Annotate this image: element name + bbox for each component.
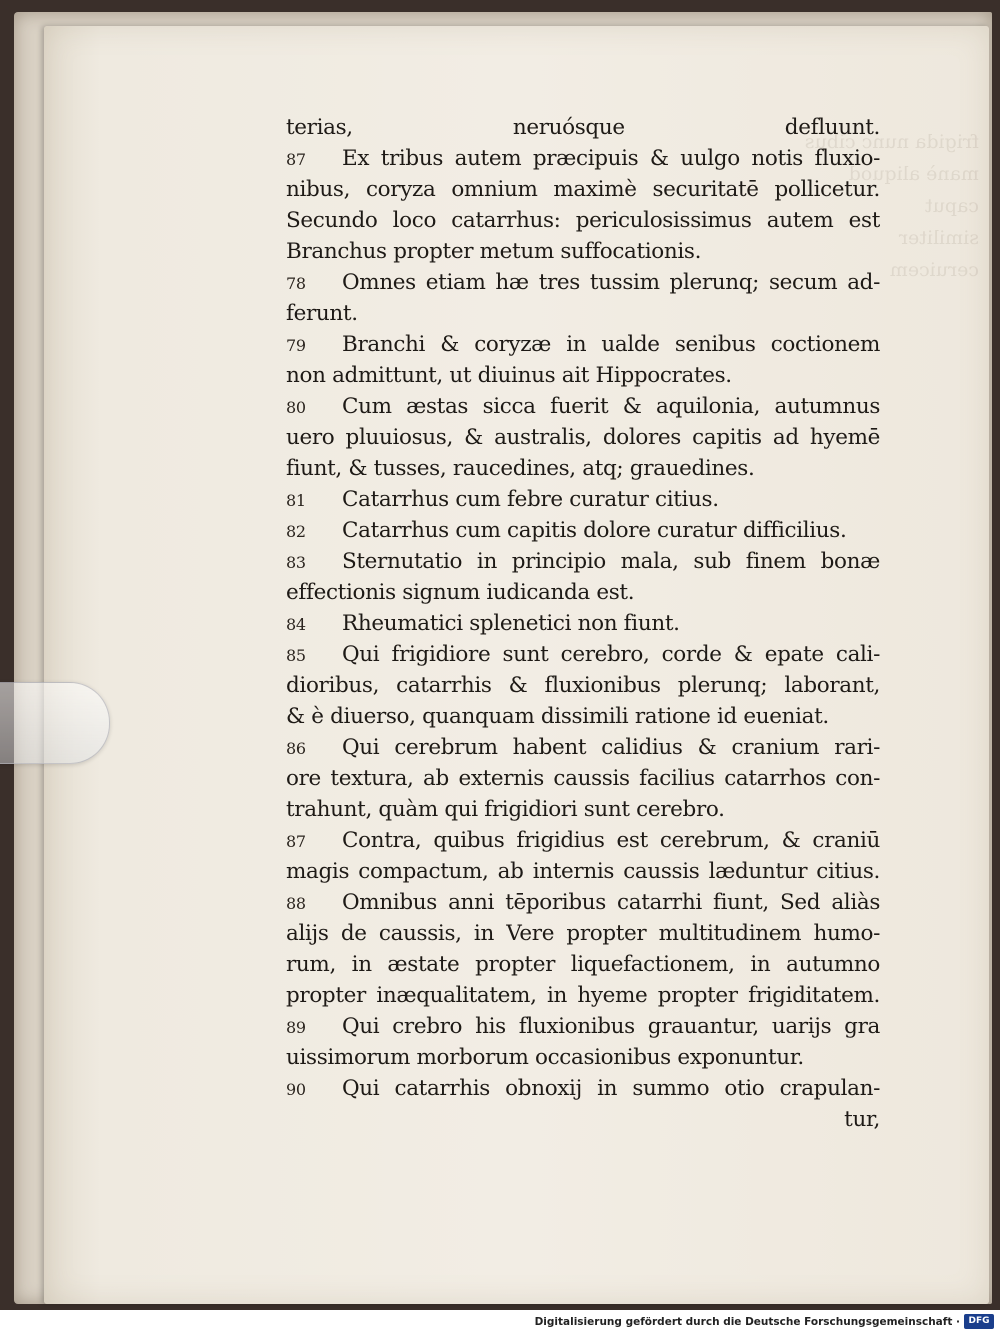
- line-number: 80: [286, 398, 306, 417]
- text-line: 82 Catarrhus cum capitis dolore curatur difficilius.: [286, 515, 880, 546]
- bleed-through-text: frigida nunc cibus manè aliquod caput similiter ceruicem: [804, 131, 979, 281]
- line-number: 88: [286, 894, 306, 913]
- text-line: ore textura, ab externis caussis facilius catarrhos con-: [286, 766, 880, 791]
- text-line: 90 Qui catarrhis obnoxij in summo otio crapulan-: [286, 1073, 880, 1104]
- catchword: tur,: [844, 1107, 880, 1132]
- text-line: uero pluuiosus, & australis, dolores capitis ad hyemē: [286, 425, 880, 450]
- line-number: 89: [286, 1018, 306, 1037]
- text-line: fiunt, & tusses, raucedines, atq; grauedines.: [286, 456, 755, 481]
- text-line: uissimorum morborum occasionibus exponuntur.: [286, 1045, 804, 1070]
- line-number: 78: [286, 274, 306, 293]
- text-line: 88 Omnibus anni tēporibus catarrhi fiunt, Sed aliàs: [286, 887, 880, 918]
- text-line: terias, neruósque defluunt.: [286, 115, 880, 140]
- line-number: 84: [286, 615, 306, 634]
- text-line: 79 Branchi & coryzæ in ualde senibus coctionem: [286, 329, 880, 360]
- text-line: 84 Rheumatici splenetici non fiunt.: [286, 608, 880, 639]
- text-line: alijs de caussis, in Vere propter multitudinem humo-: [286, 921, 880, 946]
- line-number: 81: [286, 491, 306, 510]
- text-line: propter inæqualitatem, in hyeme propter frigiditatem.: [286, 983, 880, 1008]
- page-text-block: [286, 112, 880, 1135]
- line-number: 90: [286, 1080, 306, 1099]
- text-line: Secundo loco catarrhus: periculosissimus autem est: [286, 208, 880, 233]
- line-number: 87: [286, 150, 306, 169]
- text-line: rum, in æstate propter liquefactionem, in autumno: [286, 952, 880, 977]
- text-line: 86 Qui cerebrum habent calidius & cranium rari-: [286, 732, 880, 763]
- line-number: 83: [286, 553, 306, 572]
- text-line: 83 Sternutatio in principio mala, sub finem bonæ: [286, 546, 880, 577]
- text-line: & è diuerso, quanquam dissimili ratione id eueniat.: [286, 704, 829, 729]
- text-line: 85 Qui frigidiore sunt cerebro, corde & epate cali-: [286, 639, 880, 670]
- text-line: 89 Qui crebro his fluxionibus grauantur, uarijs gra: [286, 1011, 880, 1042]
- text-line: 87 Contra, quibus frigidius est cerebrum, & craniū: [286, 825, 880, 856]
- text-line: dioribus, catarrhis & fluxionibus plerunq; laborant,: [286, 673, 880, 698]
- text-line: ferunt.: [286, 301, 358, 326]
- line-number: 86: [286, 739, 306, 758]
- funding-credit: Digitalisierung gefördert durch die Deutsche Forschungsgemeinschaft ·: [534, 1316, 960, 1328]
- line-number: 79: [286, 336, 306, 355]
- text-line: Branchus propter metum suffocationis.: [286, 239, 702, 264]
- line-number: 82: [286, 522, 306, 541]
- text-line: effectionis signum iudicanda est.: [286, 580, 635, 605]
- page-clip: [0, 682, 110, 764]
- text-line: magis compactum, ab internis caussis læduntur citius.: [286, 859, 880, 884]
- line-number: 85: [286, 646, 306, 665]
- text-line: trahunt, quàm qui frigidiori sunt cerebro.: [286, 797, 725, 822]
- text-line: 87 Ex tribus autem præcipuis & uulgo notis fluxio-: [286, 143, 880, 174]
- text-line: 81 Catarrhus cum febre curatur citius.: [286, 484, 880, 515]
- text-line: nibus, coryza omnium maximè securitatē pollicetur.: [286, 177, 880, 202]
- text-line: 78 Omnes etiam hæ tres tussim plerunq; secum ad-: [286, 267, 880, 298]
- text-line: non admittunt, ut diuinus ait Hippocrates.: [286, 363, 732, 388]
- line-number: 87: [286, 832, 306, 851]
- dfg-logo: DFG: [964, 1314, 994, 1329]
- text-line: 80 Cum æstas sicca fuerit & aquilonia, autumnus: [286, 391, 880, 422]
